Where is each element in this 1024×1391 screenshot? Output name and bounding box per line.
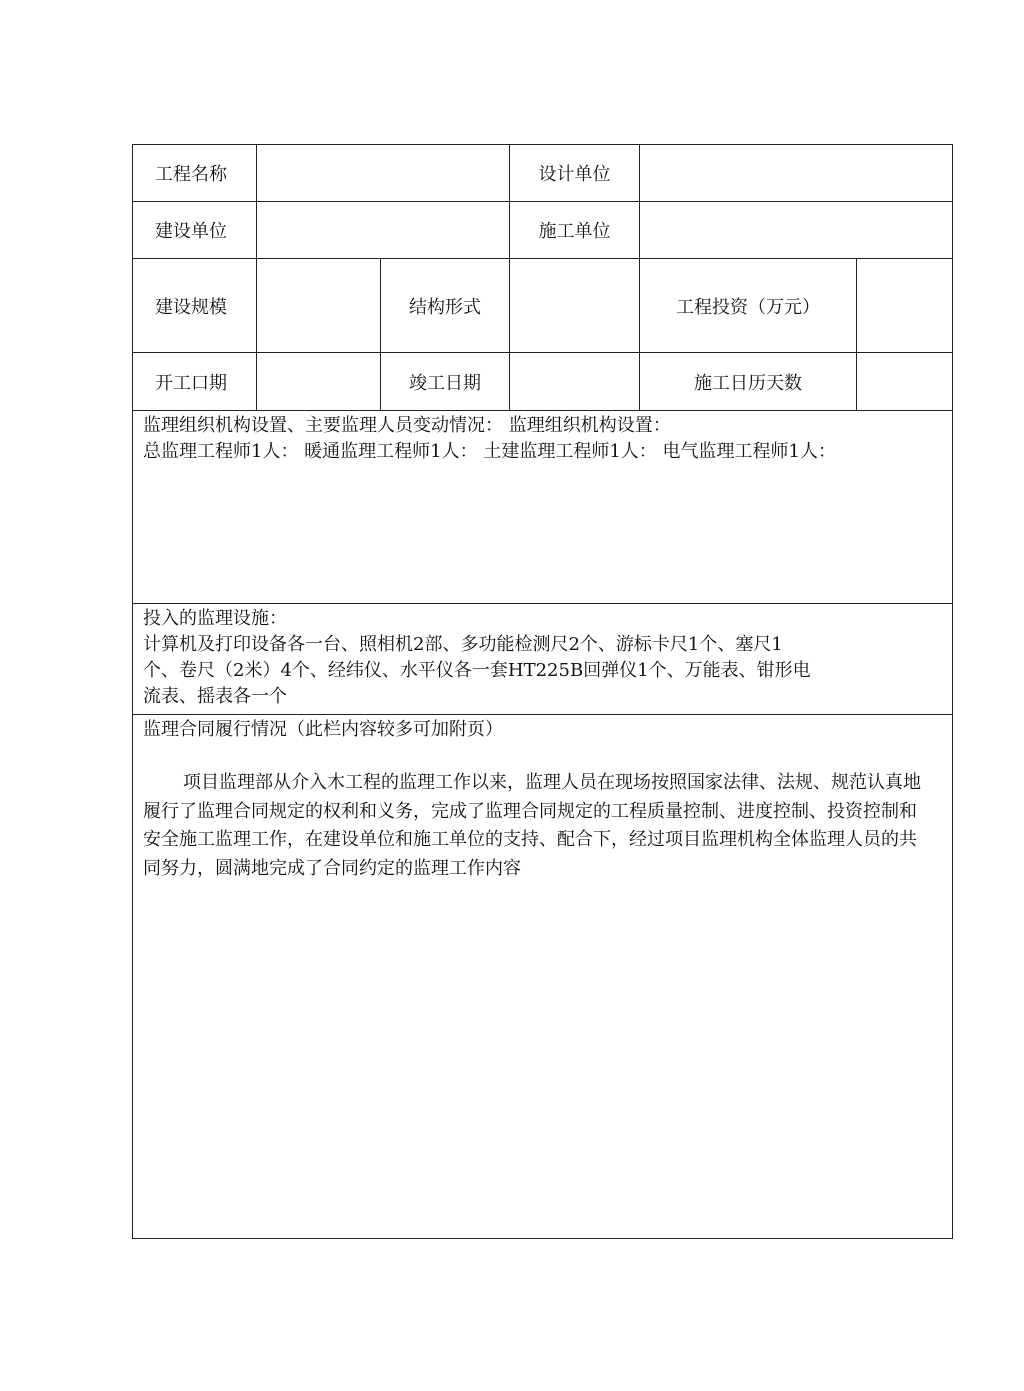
calendar-days-label: 施工日历天数 [640,353,857,411]
contract-body: 项目监理部从介入木工程的监理工作以来，监理人员在现场按照国家法律、法规、规范认真地履行了监理合同规定的权利和义务，完成了监理合同规定的工程质量控制、进度控制、投资控制和安全施工监理工作，在建设单位和施工单位的支持、配合下，经过项目监理机构全体监理人员的共同努力，圆满地完成了合同约定的监理工作内容 [143,772,921,879]
calendar-days-value[interactable] [857,353,953,411]
contractor-label: 施工单位 [510,202,640,259]
investment-value[interactable] [857,259,953,353]
facilities-line-3: 流表、摇表各一个 [143,686,287,707]
construction-owner-value[interactable] [257,202,510,259]
contractor-value[interactable] [640,202,953,259]
investment-label: 工程投资（万元） [640,259,857,353]
contract-heading: 监理合同履行情况（此栏内容较多可加附页） [143,719,503,740]
form-row-project-name [133,145,953,202]
construction-owner-label: 建设单位 [133,202,257,259]
facilities-line-1: 计算机及打印设备各一台、照相机2部、多功能检测尺2个、游标卡尺1个、塞尺1 [143,634,783,655]
start-date-label: 开工口期 [133,353,257,411]
form-row-organization [133,411,953,604]
organization-section[interactable] [133,411,953,604]
form-row-facilities [133,604,953,715]
structure-label: 结构形式 [381,259,510,353]
facilities-section[interactable] [133,604,953,715]
facilities-heading: 投入的监理设施： [143,608,287,629]
form-row-contract [133,715,953,1239]
structure-value[interactable] [510,259,640,353]
start-date-value[interactable] [257,353,381,411]
completion-date-label: 竣工日期 [381,353,510,411]
scale-label: 建设规模 [133,259,257,353]
form-row-scale [133,259,953,353]
design-unit-label: 设计单位 [510,145,640,202]
project-summary-form [132,144,953,1239]
organization-line-2: 总监理工程师1人： 暖通监理工程师1人： 土建监理工程师1人： 电气监理工程师1人： [143,441,836,462]
organization-line-1: 监理组织机构设置、主要监理人员变动情况： 监理组织机构设置： [143,415,671,436]
contract-section[interactable] [133,715,953,1239]
project-name-value[interactable] [257,145,510,202]
form-row-dates [133,353,953,411]
form-row-construction-owner [133,202,953,259]
completion-date-value[interactable] [510,353,640,411]
design-unit-value[interactable] [640,145,953,202]
scale-value[interactable] [257,259,381,353]
project-name-label: 工程名称 [133,145,257,202]
facilities-line-2: 个、卷尺（2米）4个、经纬仪、水平仪各一套HT225B回弹仪1个、万能表、钳形电 [143,660,811,681]
